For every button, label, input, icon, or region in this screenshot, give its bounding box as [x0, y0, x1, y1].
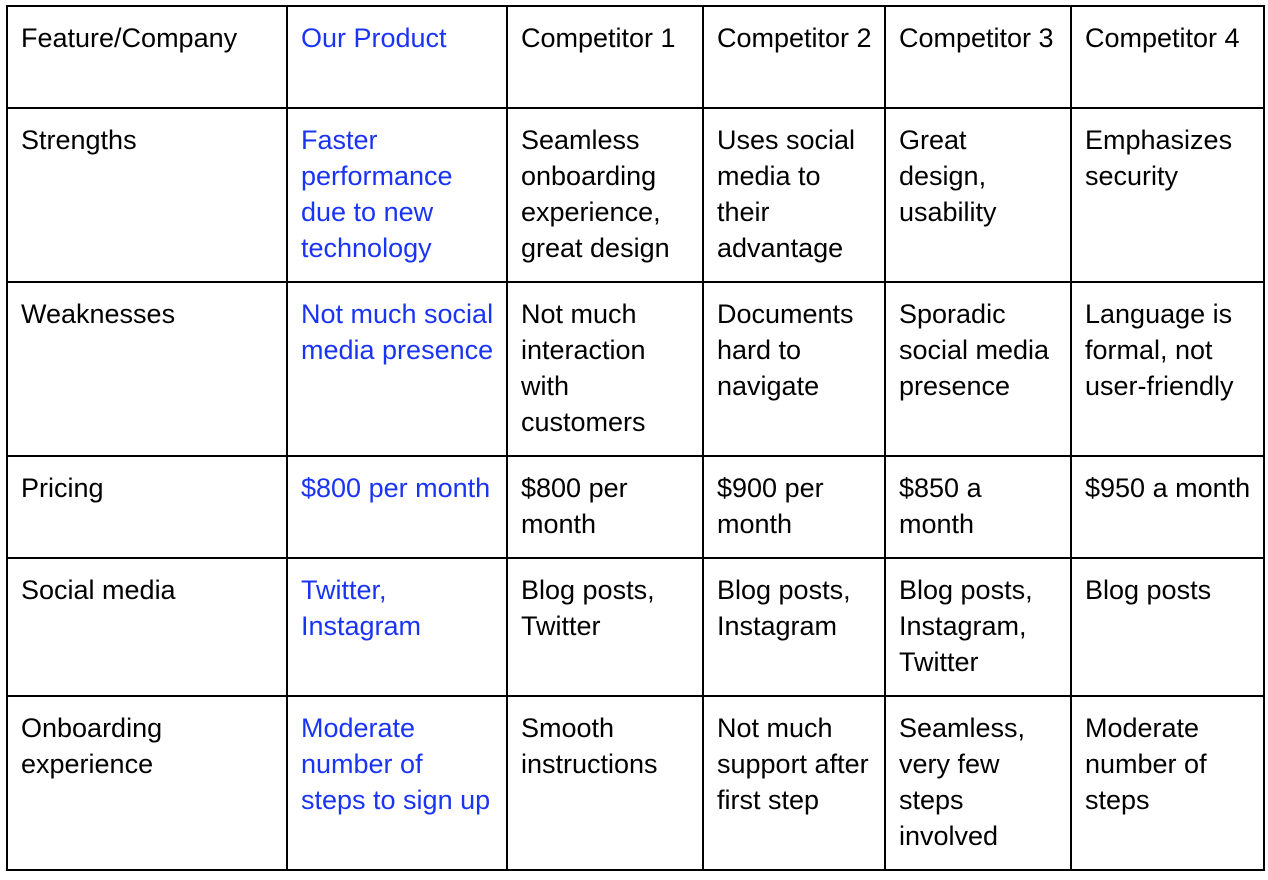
row-label-cell: Pricing [7, 456, 287, 558]
competitor-3-cell: $850 a month [885, 456, 1071, 558]
header-cell-competitor-4: Competitor 4 [1071, 6, 1264, 108]
competitor-1-cell: Not much interaction with customers [507, 282, 703, 456]
competitor-2-cell: Blog posts, Instagram [703, 558, 885, 696]
competitor-1-cell: Seamless onboarding experience, great design [507, 108, 703, 282]
table-row-social-media [7, 558, 1264, 696]
row-label-cell: Weaknesses [7, 282, 287, 456]
table-row-strengths [7, 108, 1264, 282]
table-row-pricing [7, 456, 1264, 558]
table-row-weaknesses [7, 282, 1264, 456]
row-label-cell: Strengths [7, 108, 287, 282]
header-cell-our-product: Our Product [287, 6, 507, 108]
competitor-4-cell: Blog posts [1071, 558, 1264, 696]
our-product-cell: Faster performance due to new technology [287, 108, 507, 282]
header-cell-feature: Feature/Company [7, 6, 287, 108]
header-cell-competitor-1: Competitor 1 [507, 6, 703, 108]
competitor-1-cell: Smooth instructions [507, 696, 703, 870]
competitor-3-cell: Seamless, very few steps involved [885, 696, 1071, 870]
competitor-4-cell: Emphasizes security [1071, 108, 1264, 282]
our-product-cell: Twitter, Instagram [287, 558, 507, 696]
competitor-2-cell: $900 per month [703, 456, 885, 558]
our-product-cell: Not much social media presence [287, 282, 507, 456]
competitor-4-cell: $950 a month [1071, 456, 1264, 558]
competitor-4-cell: Moderate number of steps [1071, 696, 1264, 870]
comparison-table-wrapper [6, 5, 1265, 871]
table-row-onboarding [7, 696, 1264, 870]
our-product-cell: $800 per month [287, 456, 507, 558]
competitor-2-cell: Documents hard to navigate [703, 282, 885, 456]
header-cell-competitor-2: Competitor 2 [703, 6, 885, 108]
competitor-2-cell: Uses social media to their advantage [703, 108, 885, 282]
competitor-1-cell: Blog posts, Twitter [507, 558, 703, 696]
header-cell-competitor-3: Competitor 3 [885, 6, 1071, 108]
competitive-analysis-table [6, 5, 1265, 871]
competitor-3-cell: Great design, usability [885, 108, 1071, 282]
competitor-3-cell: Blog posts, Instagram, Twitter [885, 558, 1071, 696]
our-product-cell: Moderate number of steps to sign up [287, 696, 507, 870]
competitor-2-cell: Not much support after first step [703, 696, 885, 870]
competitor-3-cell: Sporadic social media presence [885, 282, 1071, 456]
row-label-cell: Social media [7, 558, 287, 696]
competitor-4-cell: Language is formal, not user-friendly [1071, 282, 1264, 456]
competitor-1-cell: $800 per month [507, 456, 703, 558]
header-row [7, 6, 1264, 108]
row-label-cell: Onboarding experience [7, 696, 287, 870]
